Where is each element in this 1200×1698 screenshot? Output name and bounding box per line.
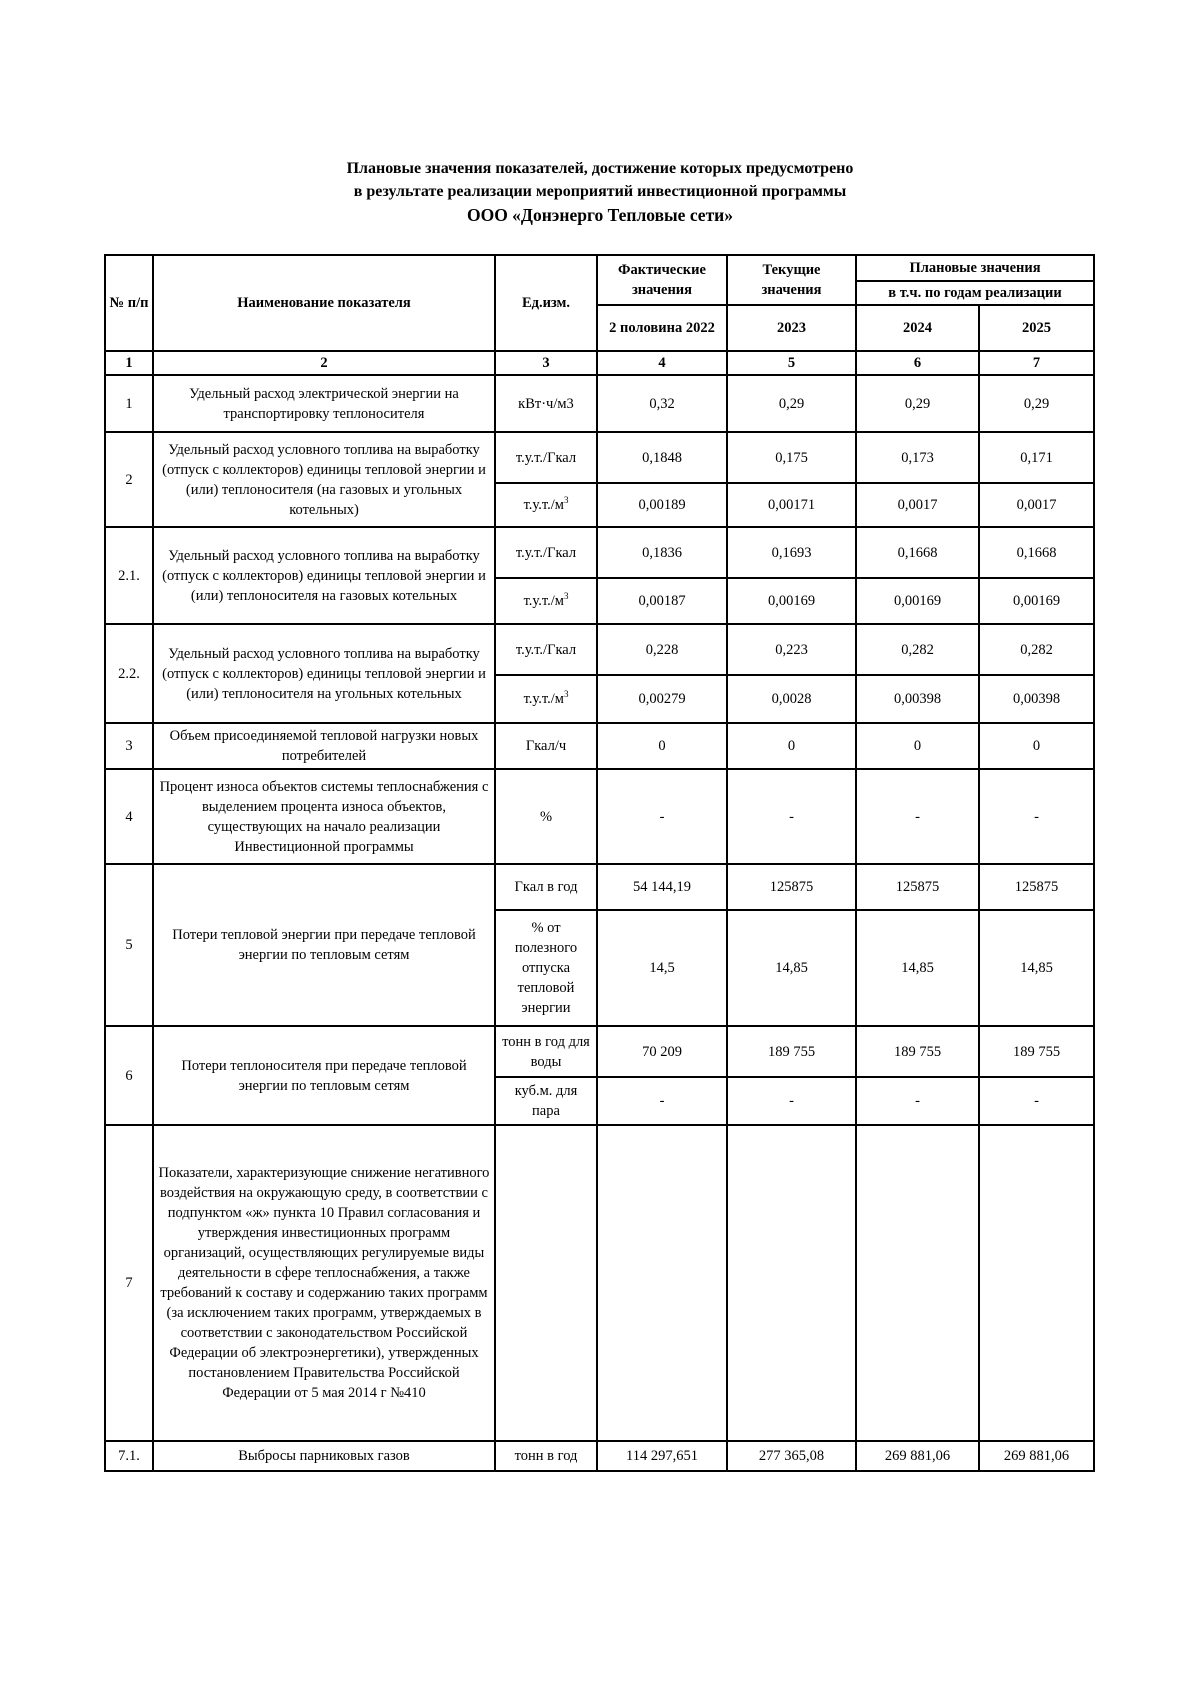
header-fact-period: 2 половина 2022 (597, 305, 727, 351)
value-cell: 0,00189 (597, 483, 727, 527)
table-row (105, 1125, 1094, 1441)
value-cell: 269 881,06 (979, 1441, 1094, 1471)
value-cell: 14,85 (727, 910, 856, 1026)
row-name: Потери теплоносителя при передаче тепловой энергии по тепловым сетям (153, 1026, 495, 1125)
value-cell: 0,00398 (979, 675, 1094, 723)
unit-text: т.у.т./м (523, 593, 564, 609)
header-unit: Ед.изм. (495, 255, 597, 351)
row-name: Удельный расход условного топлива на выработку (отпуск с коллекторов) единицы тепловой энергии и (или) теплоносителя (на газовых и угольных котельных) (153, 432, 495, 527)
row-num: 3 (105, 723, 153, 769)
row-name: Объем присоединяемой тепловой нагрузки новых потребителей (153, 723, 495, 769)
value-cell: 0,00187 (597, 578, 727, 624)
title-line-2: в результате реализации мероприятий инвестиционной программы (353, 183, 847, 200)
value-cell: 0,00169 (727, 578, 856, 624)
document-title (0, 157, 1200, 228)
header-fact: Фактические значения (597, 255, 727, 305)
row-unit (495, 1125, 597, 1441)
value-cell: - (597, 769, 727, 864)
row-unit (495, 578, 597, 624)
row-unit: т.у.т./Гкал (495, 527, 597, 578)
row-unit: тонн в год (495, 1441, 597, 1471)
header-planned: Плановые значения (856, 255, 1094, 281)
value-cell: 0,173 (856, 432, 979, 483)
title-line-1: Плановые значения показателей, достижение которых предусмотрено (346, 160, 854, 177)
row-name: Потери тепловой энергии при передаче тепловой энергии по тепловым сетям (153, 864, 495, 1026)
row-num: 1 (105, 375, 153, 432)
value-cell: 114 297,651 (597, 1441, 727, 1471)
col-number: 3 (495, 351, 597, 375)
row-unit: т.у.т./Гкал (495, 432, 597, 483)
value-cell: 14,85 (979, 910, 1094, 1026)
col-number: 1 (105, 351, 153, 375)
value-cell: 0,00171 (727, 483, 856, 527)
row-num: 5 (105, 864, 153, 1026)
row-name: Показатели, характеризующие снижение негативного воздействия на окружающую среду, в соответствии с подпунктом «ж» пункта 10 Правил согласования и утверждения инвестиционных программ организаций, осуществляющих регулируемые виды деятельности в сфере теплоснабжения, а также требований к составу и содержанию таких программ (за исключением таких программ, утверждаемых в соответствии с законодательством Российской Федерации об электроэнергетики), утвержденных постановлением Правительства Российской Федерации от 5 мая 2014 г №410 (153, 1125, 495, 1441)
header-current: Текущие значения (727, 255, 856, 305)
row-name: Выбросы парниковых газов (153, 1441, 495, 1471)
value-cell: 0,171 (979, 432, 1094, 483)
value-cell: 0,29 (979, 375, 1094, 432)
col-number: 5 (727, 351, 856, 375)
value-cell (856, 1125, 979, 1441)
value-cell: 0,0017 (856, 483, 979, 527)
table-row (105, 723, 1094, 769)
unit-superscript: 3 (563, 495, 569, 506)
value-cell: 0 (856, 723, 979, 769)
row-unit: тонн в год для воды (495, 1026, 597, 1077)
value-cell: 189 755 (727, 1026, 856, 1077)
value-cell: 0,1693 (727, 527, 856, 578)
value-cell: 54 144,19 (597, 864, 727, 910)
table-row (105, 527, 1094, 578)
value-cell: - (597, 1077, 727, 1125)
value-cell: 0,29 (727, 375, 856, 432)
value-cell: 0,32 (597, 375, 727, 432)
row-unit: т.у.т./Гкал (495, 624, 597, 675)
table-row (105, 624, 1094, 675)
table-row (105, 375, 1094, 432)
row-num: 7 (105, 1125, 153, 1441)
header-year-2025: 2025 (979, 305, 1094, 351)
value-cell: 125875 (727, 864, 856, 910)
column-number-row (105, 351, 1094, 375)
header-num: № п/п (105, 255, 153, 351)
row-unit: куб.м. для пара (495, 1077, 597, 1125)
value-cell: 0,1836 (597, 527, 727, 578)
row-unit: кВт·ч/м3 (495, 375, 597, 432)
value-cell (979, 1125, 1094, 1441)
header-planned-sub: в т.ч. по годам реализации (856, 281, 1094, 305)
value-cell: 0,1848 (597, 432, 727, 483)
table-row (105, 1026, 1094, 1077)
value-cell: - (727, 1077, 856, 1125)
col-number: 2 (153, 351, 495, 375)
value-cell: 0,282 (979, 624, 1094, 675)
unit-text: т.у.т./м (523, 691, 564, 707)
value-cell: 0 (727, 723, 856, 769)
value-cell: 0,228 (597, 624, 727, 675)
row-name: Удельный расход условного топлива на выработку (отпуск с коллекторов) единицы тепловой энергии и (или) теплоносителя на газовых котельных (153, 527, 495, 624)
row-unit (495, 675, 597, 723)
value-cell: 0 (597, 723, 727, 769)
row-num: 2.2. (105, 624, 153, 723)
row-name: Удельный расход электрической энергии на транспортировку теплоносителя (153, 375, 495, 432)
value-cell: 0,1668 (856, 527, 979, 578)
value-cell: 189 755 (856, 1026, 979, 1077)
value-cell: - (856, 1077, 979, 1125)
row-num: 7.1. (105, 1441, 153, 1471)
header-year-2024: 2024 (856, 305, 979, 351)
table-row (105, 769, 1094, 864)
row-unit: % (495, 769, 597, 864)
value-cell: - (979, 1077, 1094, 1125)
unit-superscript: 3 (563, 689, 569, 700)
value-cell: - (856, 769, 979, 864)
value-cell: 0,00398 (856, 675, 979, 723)
header-current-year: 2023 (727, 305, 856, 351)
col-number: 4 (597, 351, 727, 375)
col-number: 6 (856, 351, 979, 375)
row-name: Удельный расход условного топлива на выработку (отпуск с коллекторов) единицы тепловой энергии и (или) теплоносителя на угольных котельных (153, 624, 495, 723)
value-cell: 0 (979, 723, 1094, 769)
value-cell: 14,5 (597, 910, 727, 1026)
value-cell: 14,85 (856, 910, 979, 1026)
row-unit: Гкал в год (495, 864, 597, 910)
value-cell: 0,1668 (979, 527, 1094, 578)
value-cell: 125875 (979, 864, 1094, 910)
table-row (105, 432, 1094, 483)
row-unit: Гкал/ч (495, 723, 597, 769)
value-cell: 0,282 (856, 624, 979, 675)
value-cell: - (727, 769, 856, 864)
unit-superscript: 3 (563, 591, 569, 602)
row-unit: % от полезного отпуска тепловой энергии (495, 910, 597, 1026)
value-cell: 0,00169 (979, 578, 1094, 624)
value-cell: 0,223 (727, 624, 856, 675)
value-cell: 0,00169 (856, 578, 979, 624)
unit-text: т.у.т./м (523, 497, 564, 513)
value-cell (727, 1125, 856, 1441)
value-cell: 70 209 (597, 1026, 727, 1077)
header-name: Наименование показателя (153, 255, 495, 351)
row-num: 4 (105, 769, 153, 864)
value-cell: 189 755 (979, 1026, 1094, 1077)
row-name: Процент износа объектов системы теплоснабжения с выделением процента износа объектов, существующих на начало реализации Инвестиционной программы (153, 769, 495, 864)
value-cell: 0,00279 (597, 675, 727, 723)
title-line-3: ООО «Донэнерго Тепловые сети» (466, 205, 734, 225)
col-number: 7 (979, 351, 1094, 375)
value-cell: 0,29 (856, 375, 979, 432)
table-row (105, 1441, 1094, 1471)
indicators-table (104, 254, 1095, 1472)
value-cell: 0,0028 (727, 675, 856, 723)
value-cell: 269 881,06 (856, 1441, 979, 1471)
value-cell (597, 1125, 727, 1441)
table-row (105, 864, 1094, 910)
value-cell: - (979, 769, 1094, 864)
value-cell: 277 365,08 (727, 1441, 856, 1471)
value-cell: 0,0017 (979, 483, 1094, 527)
row-unit (495, 483, 597, 527)
row-num: 2 (105, 432, 153, 527)
row-num: 2.1. (105, 527, 153, 624)
value-cell: 125875 (856, 864, 979, 910)
value-cell: 0,175 (727, 432, 856, 483)
row-num: 6 (105, 1026, 153, 1125)
